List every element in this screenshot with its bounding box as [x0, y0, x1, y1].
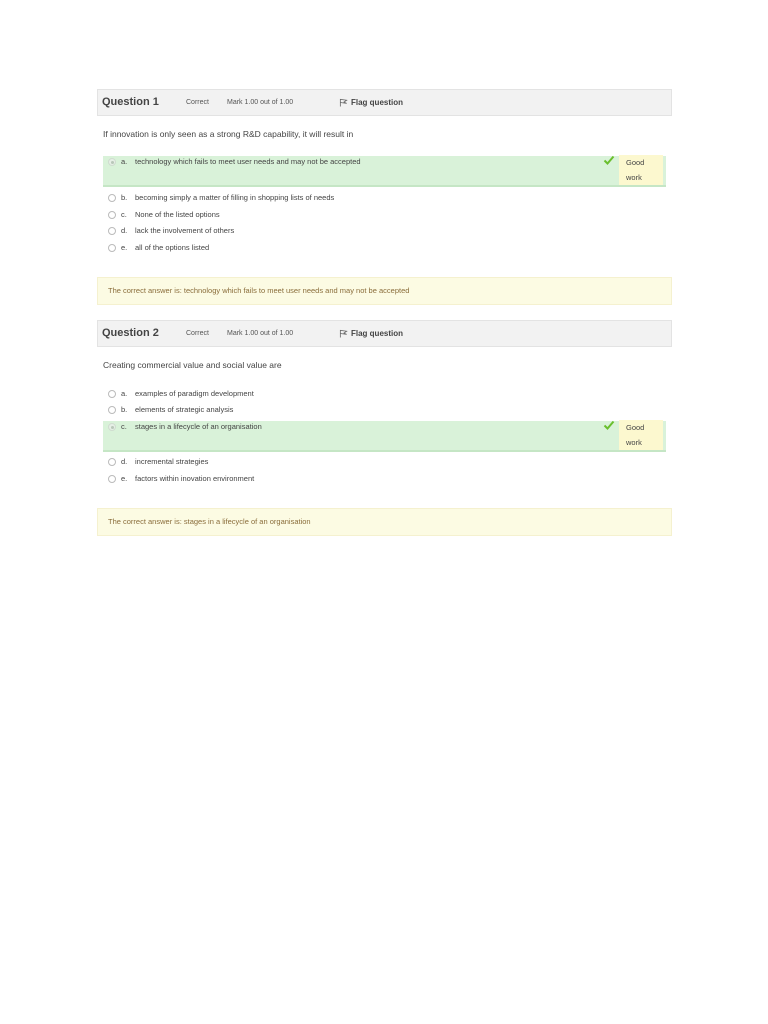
- question-status: Correct: [186, 99, 209, 106]
- flag-question-label: Flag question: [351, 329, 403, 338]
- option-text: lack the involvement of others: [135, 226, 235, 235]
- good-work-line-2: work: [626, 438, 642, 447]
- radio-icon[interactable]: [108, 194, 116, 202]
- flag-question-button[interactable]: [339, 329, 403, 338]
- answer-option-b[interactable]: [103, 191, 666, 207]
- radio-icon[interactable]: [108, 390, 116, 398]
- good-work-feedback: [619, 155, 663, 185]
- option-letter: a.: [121, 157, 128, 166]
- flag-question-label: Flag question: [351, 98, 403, 107]
- option-letter: e.: [121, 474, 128, 483]
- correct-answer-text: The correct answer is: technology which fails to meet user needs and may not be accepted: [108, 286, 410, 295]
- option-text: incremental strategies: [135, 457, 209, 466]
- answer-option-b[interactable]: [103, 403, 666, 419]
- answer-option-a[interactable]: [103, 156, 666, 187]
- option-letter: c.: [121, 422, 127, 431]
- option-letter: e.: [121, 243, 128, 252]
- answer-option-a[interactable]: [103, 387, 666, 403]
- option-text: becoming simply a matter of filling in shopping lists of needs: [135, 193, 335, 202]
- check-icon: [603, 155, 615, 165]
- option-letter: b.: [121, 405, 128, 414]
- option-letter: a.: [121, 389, 128, 398]
- answer-option-e[interactable]: [103, 241, 666, 257]
- option-letter: d.: [121, 457, 128, 466]
- answer-option-d[interactable]: [103, 455, 666, 471]
- answer-option-e[interactable]: [103, 472, 666, 488]
- question-number: Question 2: [102, 327, 159, 339]
- question-1: [97, 89, 672, 295]
- question-2: [97, 320, 672, 526]
- option-letter: c.: [121, 210, 127, 219]
- answer-option-c[interactable]: [103, 421, 666, 452]
- option-text: examples of paradigm development: [135, 389, 254, 398]
- question-text: Creating commercial value and social value are: [103, 360, 282, 370]
- good-work-feedback: [619, 420, 663, 450]
- option-text: elements of strategic analysis: [135, 405, 234, 414]
- good-work-line-2: work: [626, 173, 642, 182]
- radio-icon[interactable]: [108, 244, 116, 252]
- answer-option-d[interactable]: [103, 224, 666, 240]
- check-icon: [603, 420, 615, 430]
- answer-option-c[interactable]: [103, 208, 666, 224]
- option-text: technology which fails to meet user needs and may not be accepted: [135, 157, 361, 166]
- question-2-header: [97, 320, 672, 347]
- question-number: Question 1: [102, 96, 159, 108]
- option-text: stages in a lifecycle of an organisation: [135, 422, 262, 431]
- question-1-header: [97, 89, 672, 116]
- flag-icon: [339, 98, 348, 107]
- radio-icon[interactable]: [108, 475, 116, 483]
- question-mark: Mark 1.00 out of 1.00: [227, 99, 294, 106]
- radio-icon[interactable]: [108, 227, 116, 235]
- correct-answer-feedback: [97, 277, 672, 305]
- option-letter: d.: [121, 226, 128, 235]
- option-text: factors within inovation environment: [135, 474, 255, 483]
- radio-icon[interactable]: [108, 423, 116, 431]
- question-text: If innovation is only seen as a strong R&D capability, it will result in: [103, 129, 354, 139]
- radio-icon[interactable]: [108, 458, 116, 466]
- question-status: Correct: [186, 330, 209, 337]
- correct-answer-text: The correct answer is: stages in a lifecycle of an organisation: [108, 517, 311, 526]
- radio-icon[interactable]: [108, 158, 116, 166]
- option-text: all of the options listed: [135, 243, 210, 252]
- radio-icon[interactable]: [108, 406, 116, 414]
- option-letter: b.: [121, 193, 128, 202]
- radio-icon[interactable]: [108, 211, 116, 219]
- good-work-line-1: Good: [626, 158, 645, 167]
- question-mark: Mark 1.00 out of 1.00: [227, 330, 294, 337]
- option-text: None of the listed options: [135, 210, 220, 219]
- good-work-line-1: Good: [626, 423, 645, 432]
- flag-icon: [339, 329, 348, 338]
- flag-question-button[interactable]: [339, 98, 403, 107]
- correct-answer-feedback: [97, 508, 672, 536]
